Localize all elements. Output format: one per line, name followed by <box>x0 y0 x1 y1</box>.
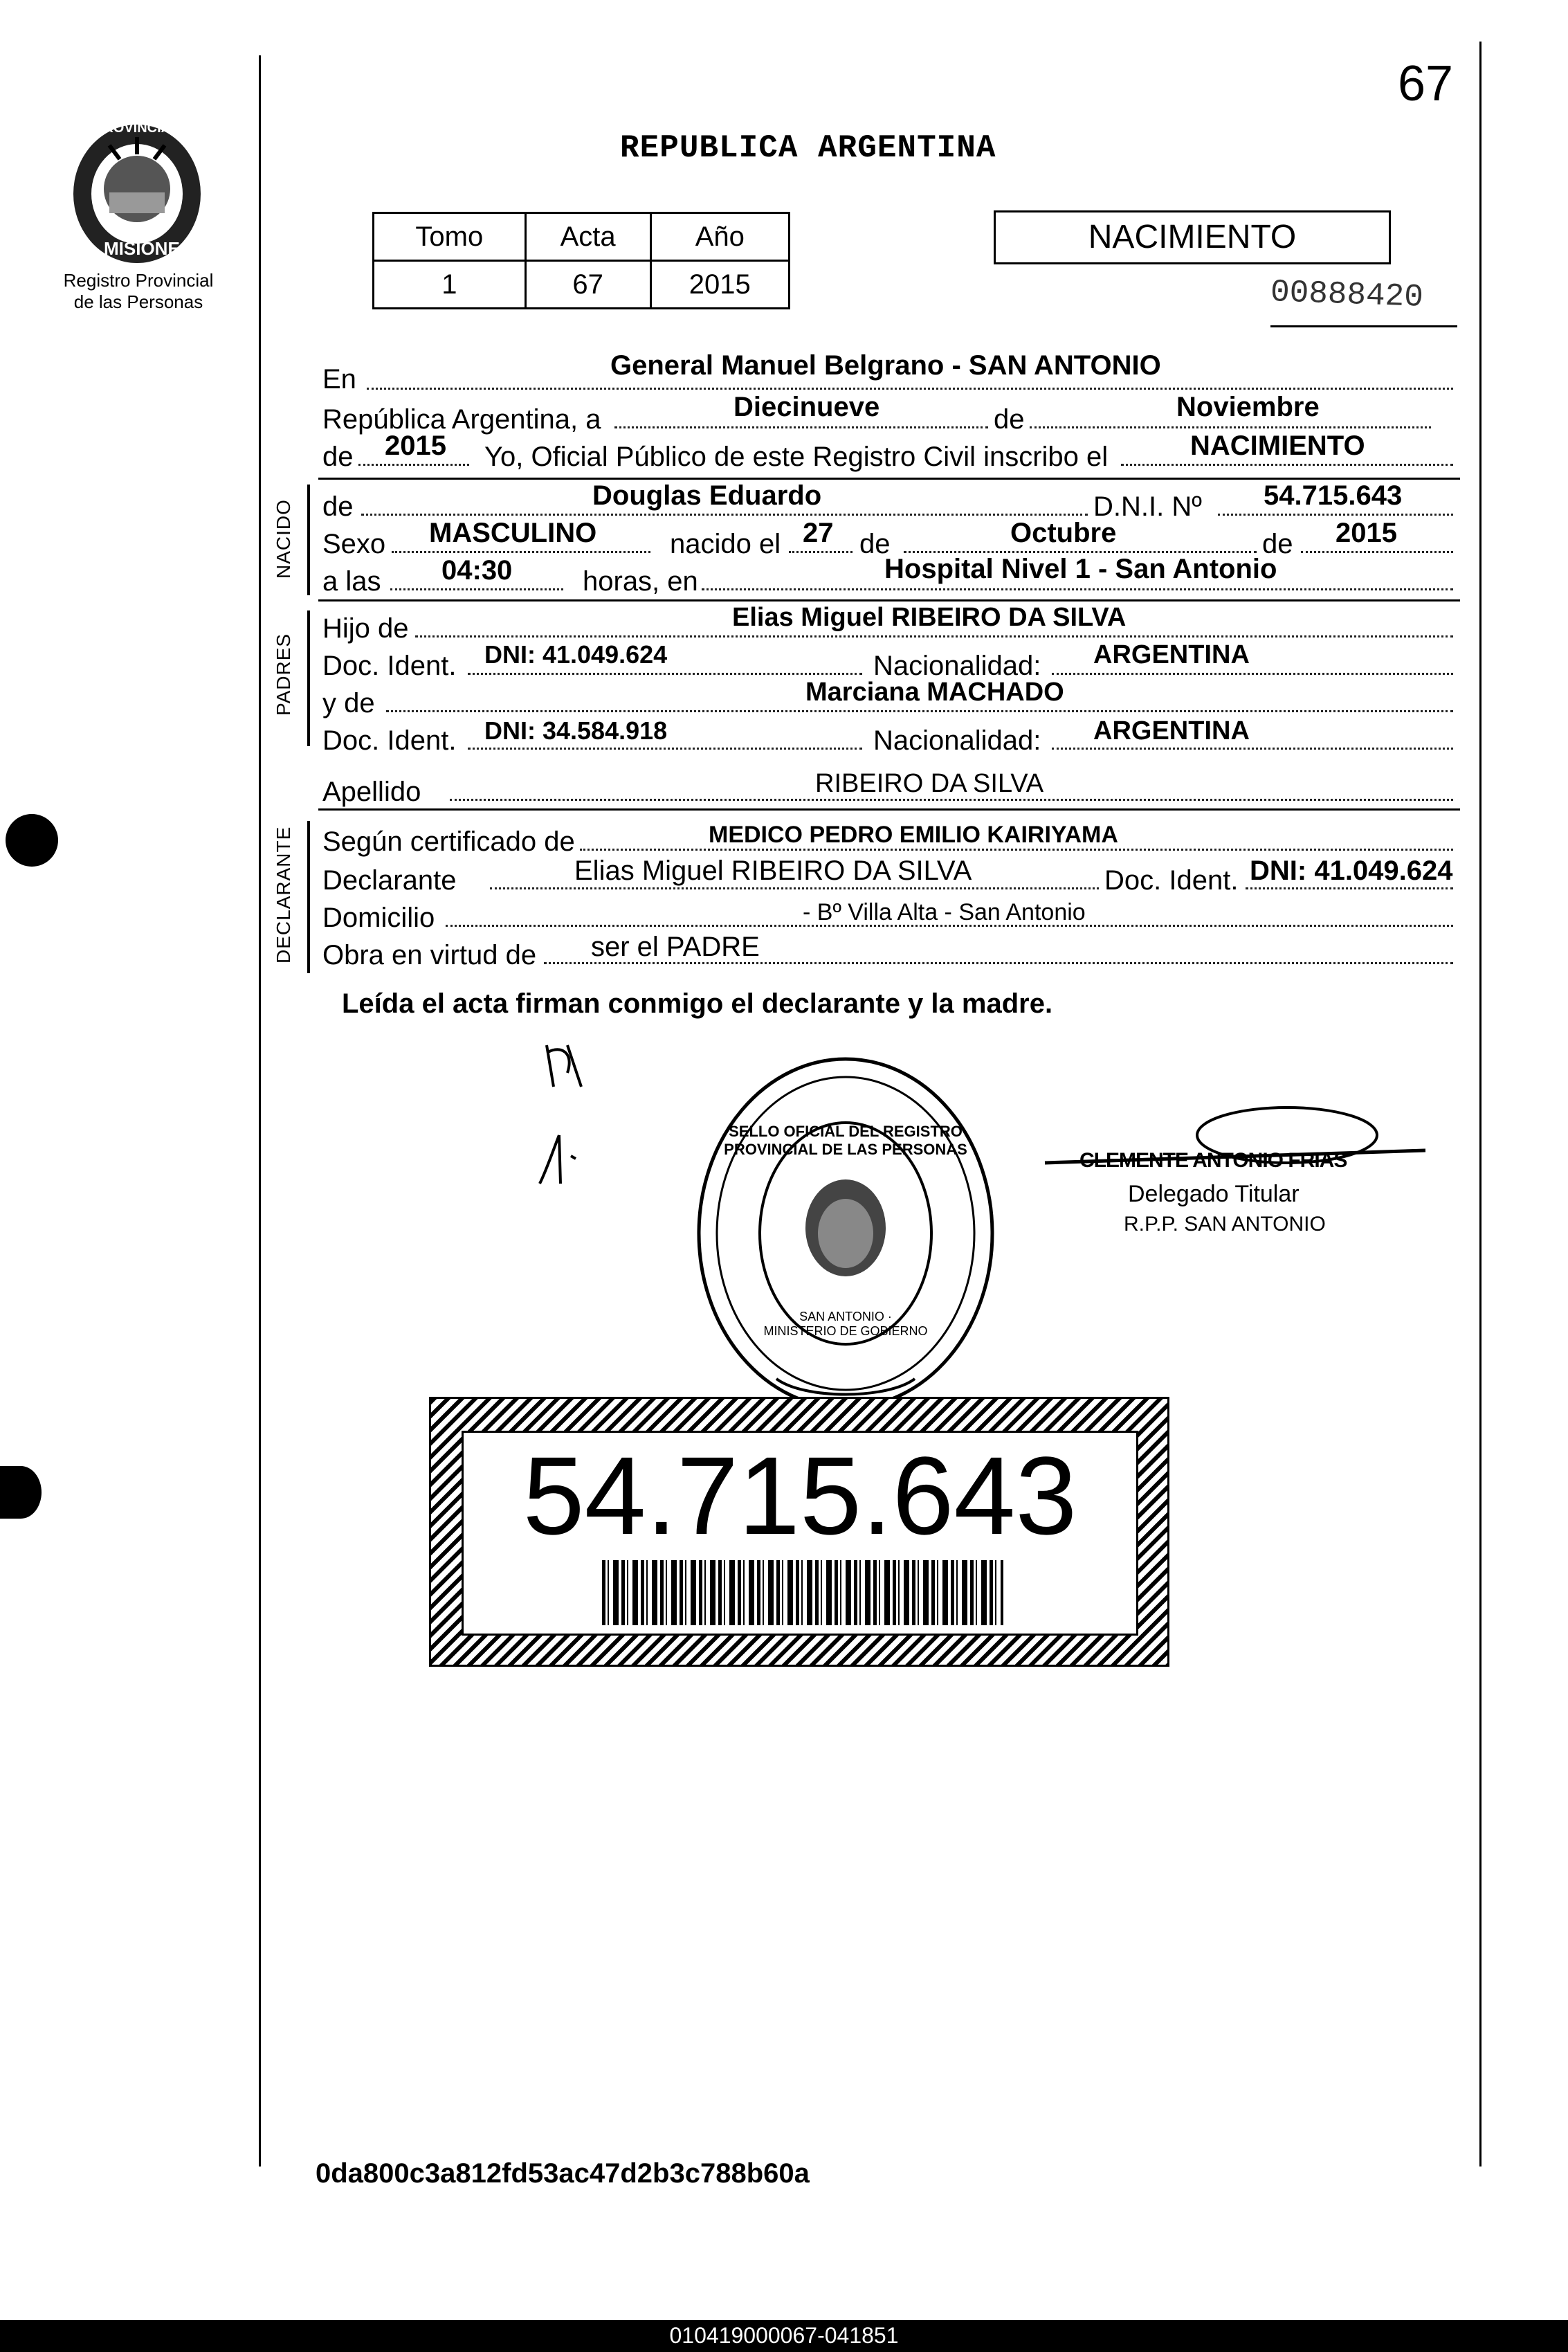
de-label: de <box>994 404 1025 435</box>
mother-doc: DNI: 34.584.918 <box>484 716 668 745</box>
record-table <box>372 212 790 309</box>
yo-text: Yo, Oficial Público de este Registro Civil inscribo el <box>484 442 1109 472</box>
footer-code: 010419000067-041851 <box>669 2323 899 2348</box>
signature-office: R.P.P. SAN ANTONIO <box>1124 1213 1326 1236</box>
father-name: Elias Miguel RIBEIRO DA SILVA <box>732 603 1127 632</box>
leader <box>1121 464 1453 466</box>
father-doc-label: Doc. Ident. <box>322 651 457 681</box>
record-type-box: NACIMIENTO <box>994 210 1391 264</box>
registry-name <box>42 270 235 313</box>
leader <box>702 588 1453 590</box>
mother-name: Marciana MACHADO <box>805 678 1064 707</box>
table-header-acta: Acta <box>525 213 650 261</box>
registry-line-2: de las Personas <box>73 291 203 312</box>
barcode-label <box>429 1397 1169 1667</box>
handwritten-initials <box>533 1031 616 1197</box>
left-margin-line <box>259 55 261 2166</box>
page-number: 67 <box>1398 56 1454 111</box>
table-header-anio: Año <box>650 213 789 261</box>
barcode-number: 54.715.643 <box>522 1433 1077 1557</box>
leader <box>390 588 563 590</box>
logo-ring-text-top: PROVINCIA DE <box>94 120 194 136</box>
declarante-doc: DNI: 41.049.624 <box>1250 856 1453 886</box>
birth-month: Octubre <box>1010 518 1117 548</box>
y-de-label: y de <box>322 688 375 718</box>
binder-hole-top <box>6 814 58 867</box>
leader <box>789 551 853 553</box>
day-value: Diecinueve <box>733 392 880 422</box>
leader <box>614 426 988 428</box>
padres-bracket <box>307 610 310 746</box>
leader <box>904 551 1257 553</box>
serial-underline <box>1270 325 1457 327</box>
logo-ring-text-bottom: MISIONES <box>104 238 192 259</box>
barcode-inner-panel <box>462 1431 1138 1636</box>
hijo-de-label: Hijo de <box>322 613 409 644</box>
declarante-name: Elias Miguel RIBEIRO DA SILVA <box>574 856 972 886</box>
leader <box>544 962 1453 964</box>
apellido-label: Apellido <box>322 777 421 807</box>
declarante-label: Declarante <box>322 865 457 896</box>
misiones-logo <box>61 116 213 269</box>
leader <box>1052 748 1453 750</box>
obra-label: Obra en virtud de <box>322 940 537 970</box>
leader <box>450 799 1453 801</box>
domicilio-label: Domicilio <box>322 903 435 933</box>
section-divider <box>318 599 1460 601</box>
mother-nationality: ARGENTINA <box>1093 716 1250 745</box>
birth-de-label: de <box>859 529 891 559</box>
padres-section-label: PADRES <box>273 633 294 716</box>
leader <box>415 635 1453 637</box>
a-las-label: a las <box>322 566 381 597</box>
nacido-el-label: nacido el <box>670 529 781 559</box>
leader <box>468 748 862 750</box>
leader <box>490 887 1099 889</box>
leader <box>392 551 650 553</box>
republica-label: República Argentina, a <box>322 404 601 435</box>
leader <box>468 673 862 675</box>
child-dni: 54.715.643 <box>1264 480 1403 511</box>
binder-hole-bottom <box>0 1466 42 1519</box>
birth-de-label-2: de <box>1262 529 1293 559</box>
footer-bar <box>0 2320 1568 2352</box>
father-doc: DNI: 41.049.624 <box>484 640 668 669</box>
nacido-bracket <box>307 485 310 595</box>
birth-year: 2015 <box>1335 518 1397 548</box>
signature-title: Delegado Titular <box>1128 1181 1300 1207</box>
sexo-label: Sexo <box>322 529 386 559</box>
closing-text: Leída el acta firman conmigo el declarante y la madre. <box>342 988 1053 1019</box>
obra-value: ser el PADRE <box>591 932 760 962</box>
domicilio-value: - Bº Villa Alta - San Antonio <box>803 899 1086 925</box>
table-value-tomo: 1 <box>374 261 526 309</box>
leader <box>1052 673 1453 675</box>
mother-nac-label: Nacionalidad: <box>873 725 1041 756</box>
month-value: Noviembre <box>1176 392 1320 422</box>
leader <box>386 710 1453 712</box>
section-divider <box>318 478 1460 480</box>
country-title: REPUBLICA ARGENTINA <box>620 130 996 166</box>
table-value-anio: 2015 <box>650 261 789 309</box>
sexo-value: MASCULINO <box>429 518 597 548</box>
declarante-section-label: DECLARANTE <box>273 826 294 964</box>
father-nationality: ARGENTINA <box>1093 640 1250 669</box>
seal-inner-text: SAN ANTONIO · MINISTERIO DE GOBIERNO <box>763 1310 928 1338</box>
child-name: Douglas Eduardo <box>592 480 822 511</box>
table-header-tomo: Tomo <box>374 213 526 261</box>
apellido-value: RIBEIRO DA SILVA <box>815 769 1044 798</box>
dni-label: D.N.I. Nº <box>1093 491 1202 522</box>
declarante-bracket <box>307 821 310 973</box>
leader <box>1246 887 1453 889</box>
right-margin-line <box>1479 42 1482 2166</box>
event-value: NACIMIENTO <box>1190 431 1365 461</box>
declarante-doc-label: Doc. Ident. <box>1104 865 1239 896</box>
official-seal <box>693 1053 998 1413</box>
birth-place: Hospital Nivel 1 - San Antonio <box>884 554 1277 584</box>
table-value-acta: 67 <box>525 261 650 309</box>
birth-day: 27 <box>803 518 834 548</box>
leader <box>361 514 1088 516</box>
certificado-value: MEDICO PEDRO EMILIO KAIRIYAMA <box>709 822 1118 848</box>
leader <box>358 464 469 466</box>
en-label: En <box>322 364 356 395</box>
birth-time: 04:30 <box>441 555 513 586</box>
nacido-de-label: de <box>322 491 354 522</box>
year-value: 2015 <box>385 431 446 461</box>
serial-stamp: 00888420 <box>1270 274 1424 316</box>
de2-label: de <box>322 442 354 472</box>
signature-name: CLEMENTE ANTONIO FRIAS <box>1079 1149 1347 1172</box>
mother-doc-label: Doc. Ident. <box>322 725 457 756</box>
segun-label: Según certificado de <box>322 826 575 857</box>
leader <box>367 388 1453 390</box>
nacido-section-label: NACIDO <box>273 499 294 579</box>
leader <box>1030 426 1431 428</box>
location-value: General Manuel Belgrano - SAN ANTONIO <box>610 350 1161 381</box>
leader <box>1218 514 1453 516</box>
section-divider <box>318 808 1460 811</box>
seal-outer-text: SELLO OFICIAL DEL REGISTRO PROVINCIAL DE LAS PERSONAS <box>724 1123 967 1158</box>
barcode-bars <box>602 1560 1003 1625</box>
leader <box>1301 551 1453 553</box>
document-hash: 0da800c3a812fd53ac47d2b3c788b60a <box>316 2158 810 2189</box>
horas-label: horas, en <box>583 566 698 597</box>
registry-line-1: Registro Provincial <box>63 270 214 291</box>
father-nac-label: Nacionalidad: <box>873 651 1041 681</box>
